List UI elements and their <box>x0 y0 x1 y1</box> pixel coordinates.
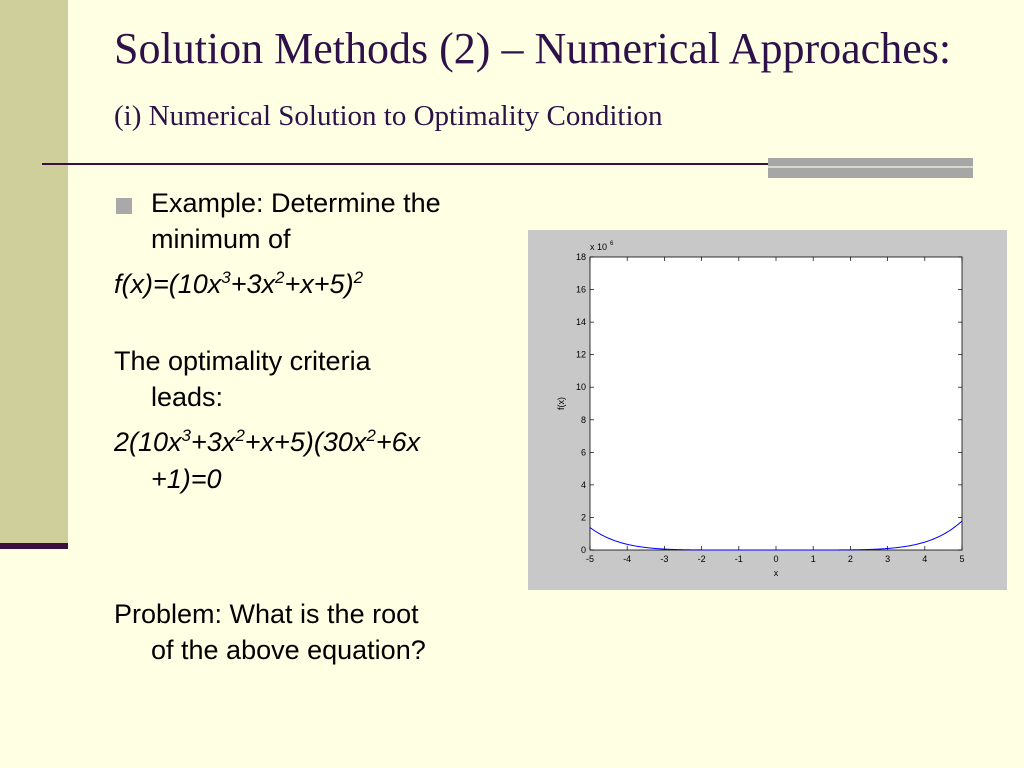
bullet-square-icon <box>116 198 132 214</box>
left-accent-line <box>0 543 68 549</box>
left-decor-bar <box>0 0 68 545</box>
x-tick-label-4: 4 <box>922 554 928 564</box>
title-subtitle: (i) Numerical Solution to Optimality Condition <box>114 100 663 132</box>
function-part-1: f(x)=(10x <box>114 269 222 299</box>
title-accent-block <box>768 158 973 178</box>
equation-exp-3: 2 <box>366 426 376 445</box>
equation-part-3: +x+5)(30x <box>244 427 367 457</box>
function-plot <box>528 230 1007 590</box>
plot-area <box>590 257 962 550</box>
equation-exp-2: 2 <box>235 426 245 445</box>
title-main: Solution Methods (2) – Numerical Approaches: <box>114 24 952 73</box>
problem-line-2: of the above equation? <box>151 635 426 665</box>
equation-line-2: +1)=0 <box>151 464 222 494</box>
x-tick-label-5: 5 <box>959 554 965 564</box>
criteria-line-2: leads: <box>151 382 224 412</box>
plot-panel <box>528 230 1007 590</box>
slide-title <box>114 18 974 147</box>
bullet-line-1: Example: Determine the <box>151 188 441 218</box>
y-tick-label-8: 8 <box>580 414 586 425</box>
y-tick-label-18: 18 <box>575 252 586 262</box>
x-axis-label: x <box>773 568 779 578</box>
x-tick-label--5: -5 <box>585 554 595 564</box>
y-tick-label-12: 12 <box>575 349 586 360</box>
x-tick-label--2: -2 <box>697 554 706 564</box>
y-tick-label-2: 2 <box>580 512 586 523</box>
x-tick-label-3: 3 <box>885 554 891 564</box>
x-tick-label--4: -4 <box>623 554 632 564</box>
x-tick-label--3: -3 <box>660 554 669 564</box>
x-tick-label-2: 2 <box>847 554 853 564</box>
x-tick-label-0: 0 <box>773 554 779 564</box>
function-part-3: +x+5) <box>284 269 354 299</box>
function-expression <box>114 267 363 301</box>
equation-part-4: +6x <box>375 427 421 457</box>
problem-line-1: Problem: What is the root <box>114 599 419 629</box>
y-tick-label-6: 6 <box>580 447 586 458</box>
bullet-line-2: minimum of <box>151 224 291 254</box>
y-tick-label-14: 14 <box>575 317 586 328</box>
title-accent-block-line <box>768 166 973 168</box>
function-exp-1: 3 <box>221 268 231 287</box>
y-axis-label: f(x) <box>556 397 566 410</box>
y-tick-label-10: 10 <box>575 382 586 393</box>
equation-line-1 <box>114 425 420 459</box>
function-exp-3: 2 <box>353 268 364 287</box>
function-exp-2: 2 <box>275 268 285 287</box>
equation-part-1: 2(10x <box>114 427 182 457</box>
equation-part-2: +3x <box>191 427 236 457</box>
y-multiplier-exponent: 6 <box>610 241 614 247</box>
equation-exp-1: 3 <box>181 426 192 445</box>
x-tick-label-1: 1 <box>810 554 816 564</box>
y-tick-label-16: 16 <box>575 284 586 295</box>
y-tick-label-4: 4 <box>580 479 586 490</box>
y-tick-label-0: 0 <box>580 545 586 555</box>
criteria-line-1: The optimality criteria <box>114 346 371 376</box>
x-tick-label--1: -1 <box>734 554 743 564</box>
y-multiplier-label: x 10 <box>590 242 608 252</box>
function-part-2: +3x <box>230 269 276 299</box>
